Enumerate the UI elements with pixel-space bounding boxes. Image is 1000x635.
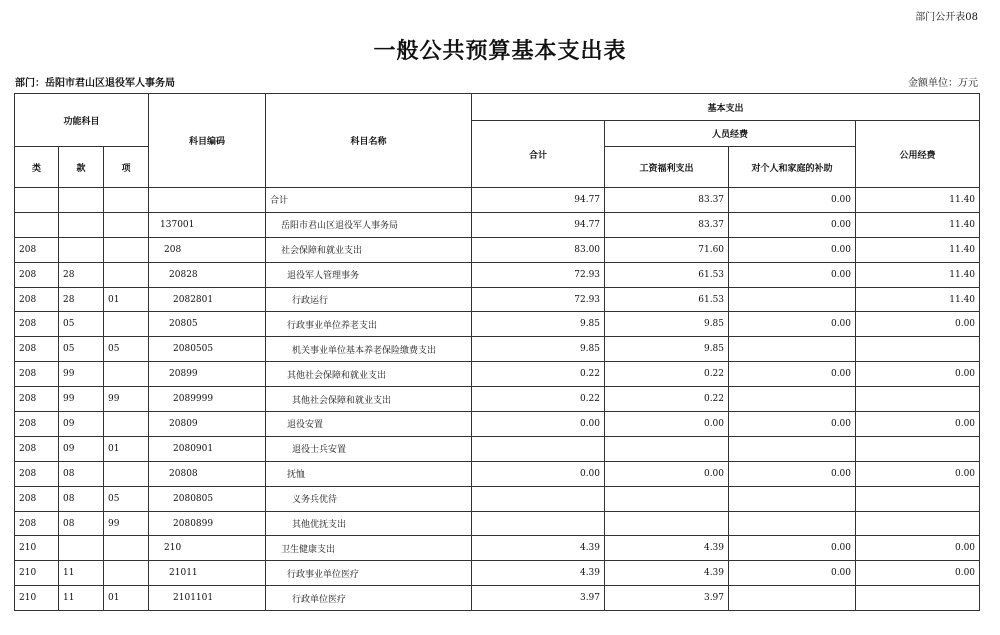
cell-total: 4.39 — [472, 536, 605, 561]
cell-kuan: 08 — [59, 486, 104, 511]
table-row — [15, 412, 980, 437]
cell-xiang — [104, 188, 149, 213]
table-row — [15, 536, 980, 561]
cell-kuan: 99 — [59, 362, 104, 387]
cell-kuan — [59, 212, 104, 237]
cell-lei: 208 — [15, 312, 59, 337]
cell-code: 2089999 — [149, 387, 266, 412]
header-wages: 工资福利支出 — [605, 147, 729, 188]
cell-wages: 83.37 — [605, 212, 729, 237]
cell-xiang — [104, 461, 149, 486]
table-row — [15, 436, 980, 461]
cell-subsidy — [729, 337, 856, 362]
cell-name: 行政运行 — [266, 287, 472, 312]
cell-xiang: 05 — [104, 486, 149, 511]
cell-public: 11.40 — [856, 237, 980, 262]
cell-wages: 0.00 — [605, 412, 729, 437]
cell-subsidy: 0.00 — [729, 312, 856, 337]
cell-name: 卫生健康支出 — [266, 536, 472, 561]
department-label: 部门：岳阳市君山区退役军人事务局 — [15, 78, 175, 89]
cell-code: 20828 — [149, 262, 266, 287]
cell-kuan: 09 — [59, 436, 104, 461]
cell-public: 0.00 — [856, 312, 980, 337]
table-row — [15, 212, 980, 237]
cell-wages — [605, 511, 729, 536]
cell-code: 20899 — [149, 362, 266, 387]
cell-lei: 208 — [15, 337, 59, 362]
cell-name: 社会保障和就业支出 — [266, 237, 472, 262]
cell-lei: 208 — [15, 262, 59, 287]
cell-name: 岳阳市君山区退役军人事务局 — [266, 212, 472, 237]
cell-wages — [605, 436, 729, 461]
cell-xiang — [104, 212, 149, 237]
cell-xiang: 01 — [104, 586, 149, 611]
cell-subsidy: 0.00 — [729, 412, 856, 437]
cell-wages: 0.22 — [605, 362, 729, 387]
cell-xiang: 05 — [104, 337, 149, 362]
cell-subsidy — [729, 436, 856, 461]
cell-lei: 210 — [15, 561, 59, 586]
cell-lei: 208 — [15, 511, 59, 536]
cell-wages: 0.00 — [605, 461, 729, 486]
cell-lei: 208 — [15, 362, 59, 387]
cell-total: 3.97 — [472, 586, 605, 611]
header-lei: 类 — [15, 147, 59, 188]
cell-name: 其他社会保障和就业支出 — [266, 362, 472, 387]
cell-total: 0.00 — [472, 461, 605, 486]
cell-total: 9.85 — [472, 312, 605, 337]
cell-name: 其他社会保障和就业支出 — [266, 387, 472, 412]
cell-name: 退役士兵安置 — [266, 436, 472, 461]
cell-kuan: 99 — [59, 387, 104, 412]
cell-kuan — [59, 188, 104, 213]
cell-code: 2080901 — [149, 436, 266, 461]
table-row — [15, 287, 980, 312]
cell-total: 72.93 — [472, 262, 605, 287]
cell-lei: 208 — [15, 387, 59, 412]
cell-code: 2080899 — [149, 511, 266, 536]
cell-lei — [15, 188, 59, 213]
cell-code: 20805 — [149, 312, 266, 337]
header-personnel: 人员经费 — [605, 121, 856, 147]
cell-kuan — [59, 237, 104, 262]
cell-subsidy — [729, 486, 856, 511]
cell-kuan: 05 — [59, 312, 104, 337]
cell-name: 退役安置 — [266, 412, 472, 437]
cell-wages: 83.37 — [605, 188, 729, 213]
cell-name: 义务兵优待 — [266, 486, 472, 511]
cell-wages: 61.53 — [605, 262, 729, 287]
cell-name: 合计 — [266, 188, 472, 213]
cell-wages: 4.39 — [605, 536, 729, 561]
cell-total: 0.22 — [472, 387, 605, 412]
cell-wages: 71.60 — [605, 237, 729, 262]
cell-kuan: 05 — [59, 337, 104, 362]
cell-total: 94.77 — [472, 212, 605, 237]
cell-total: 83.00 — [472, 237, 605, 262]
cell-wages — [605, 486, 729, 511]
unit-label: 金额单位：万元 — [908, 78, 978, 89]
table-row — [15, 511, 980, 536]
cell-public — [856, 337, 980, 362]
cell-wages: 0.22 — [605, 387, 729, 412]
header-subsidy: 对个人和家庭的补助 — [729, 147, 856, 188]
cell-code: 137001 — [149, 212, 266, 237]
cell-xiang: 99 — [104, 511, 149, 536]
budget-table — [14, 93, 980, 611]
cell-code: 20808 — [149, 461, 266, 486]
cell-xiang — [104, 312, 149, 337]
cell-total: 4.39 — [472, 561, 605, 586]
cell-lei: 210 — [15, 586, 59, 611]
cell-subsidy — [729, 287, 856, 312]
cell-name: 行政事业单位医疗 — [266, 561, 472, 586]
header-name: 科目名称 — [266, 94, 472, 188]
cell-kuan: 28 — [59, 262, 104, 287]
page-title: 一般公共预算基本支出表 — [373, 38, 627, 64]
table-row — [15, 362, 980, 387]
table-row — [15, 188, 980, 213]
cell-kuan: 08 — [59, 461, 104, 486]
cell-xiang — [104, 237, 149, 262]
cell-subsidy — [729, 511, 856, 536]
cell-kuan — [59, 536, 104, 561]
cell-kuan: 28 — [59, 287, 104, 312]
cell-public: 11.40 — [856, 287, 980, 312]
table-row — [15, 387, 980, 412]
cell-lei: 208 — [15, 237, 59, 262]
table-row — [15, 561, 980, 586]
cell-code: 2082801 — [149, 287, 266, 312]
cell-lei: 208 — [15, 486, 59, 511]
cell-lei: 208 — [15, 287, 59, 312]
cell-code: 210 — [149, 536, 266, 561]
cell-xiang — [104, 262, 149, 287]
cell-xiang: 99 — [104, 387, 149, 412]
cell-xiang — [104, 362, 149, 387]
cell-lei: 208 — [15, 436, 59, 461]
cell-name: 行政单位医疗 — [266, 586, 472, 611]
cell-public — [856, 511, 980, 536]
cell-kuan: 11 — [59, 561, 104, 586]
cell-kuan: 09 — [59, 412, 104, 437]
cell-wages: 61.53 — [605, 287, 729, 312]
header-kuan: 款 — [59, 147, 104, 188]
cell-subsidy: 0.00 — [729, 536, 856, 561]
cell-name: 行政事业单位养老支出 — [266, 312, 472, 337]
cell-subsidy: 0.00 — [729, 262, 856, 287]
cell-subsidy: 0.00 — [729, 237, 856, 262]
cell-public: 11.40 — [856, 188, 980, 213]
cell-lei: 208 — [15, 461, 59, 486]
cell-subsidy: 0.00 — [729, 561, 856, 586]
cell-code: 2080805 — [149, 486, 266, 511]
cell-total: 9.85 — [472, 337, 605, 362]
cell-subsidy: 0.00 — [729, 461, 856, 486]
cell-total — [472, 436, 605, 461]
table-row — [15, 312, 980, 337]
cell-public: 0.00 — [856, 536, 980, 561]
form-number: 部门公开表08 — [915, 12, 978, 23]
cell-total: 0.22 — [472, 362, 605, 387]
cell-kuan: 11 — [59, 586, 104, 611]
table-row — [15, 486, 980, 511]
cell-public: 11.40 — [856, 262, 980, 287]
cell-lei: 208 — [15, 412, 59, 437]
cell-name: 其他优抚支出 — [266, 511, 472, 536]
header-basic: 基本支出 — [472, 94, 980, 121]
cell-public — [856, 387, 980, 412]
cell-xiang: 01 — [104, 287, 149, 312]
cell-code: 2080505 — [149, 337, 266, 362]
table-row — [15, 461, 980, 486]
cell-subsidy: 0.00 — [729, 212, 856, 237]
cell-subsidy: 0.00 — [729, 188, 856, 213]
cell-code: 20809 — [149, 412, 266, 437]
cell-wages: 3.97 — [605, 586, 729, 611]
cell-xiang — [104, 561, 149, 586]
cell-xiang — [104, 412, 149, 437]
cell-total: 72.93 — [472, 287, 605, 312]
cell-public: 0.00 — [856, 461, 980, 486]
table-row — [15, 262, 980, 287]
cell-total — [472, 486, 605, 511]
cell-lei: 210 — [15, 536, 59, 561]
header-total: 合计 — [472, 121, 605, 188]
cell-public — [856, 586, 980, 611]
cell-wages: 9.85 — [605, 312, 729, 337]
cell-name: 退役军人管理事务 — [266, 262, 472, 287]
cell-code: 2101101 — [149, 586, 266, 611]
cell-wages: 4.39 — [605, 561, 729, 586]
table-row — [15, 337, 980, 362]
cell-subsidy: 0.00 — [729, 362, 856, 387]
cell-public — [856, 486, 980, 511]
cell-lei — [15, 212, 59, 237]
cell-total: 94.77 — [472, 188, 605, 213]
cell-name: 机关事业单位基本养老保险缴费支出 — [266, 337, 472, 362]
cell-public: 0.00 — [856, 561, 980, 586]
cell-subsidy — [729, 586, 856, 611]
header-code: 科目编码 — [149, 94, 266, 188]
cell-code: 208 — [149, 237, 266, 262]
cell-wages: 9.85 — [605, 337, 729, 362]
cell-code — [149, 188, 266, 213]
cell-public: 0.00 — [856, 362, 980, 387]
header-public: 公用经费 — [856, 121, 980, 188]
cell-total: 0.00 — [472, 412, 605, 437]
cell-subsidy — [729, 387, 856, 412]
cell-kuan: 08 — [59, 511, 104, 536]
cell-xiang — [104, 536, 149, 561]
cell-public — [856, 436, 980, 461]
header-func-subject: 功能科目 — [15, 94, 149, 147]
cell-code: 21011 — [149, 561, 266, 586]
cell-public: 0.00 — [856, 412, 980, 437]
table-row — [15, 586, 980, 611]
header-xiang: 项 — [104, 147, 149, 188]
cell-total — [472, 511, 605, 536]
cell-public: 11.40 — [856, 212, 980, 237]
cell-name: 抚恤 — [266, 461, 472, 486]
cell-xiang: 01 — [104, 436, 149, 461]
table-row — [15, 237, 980, 262]
